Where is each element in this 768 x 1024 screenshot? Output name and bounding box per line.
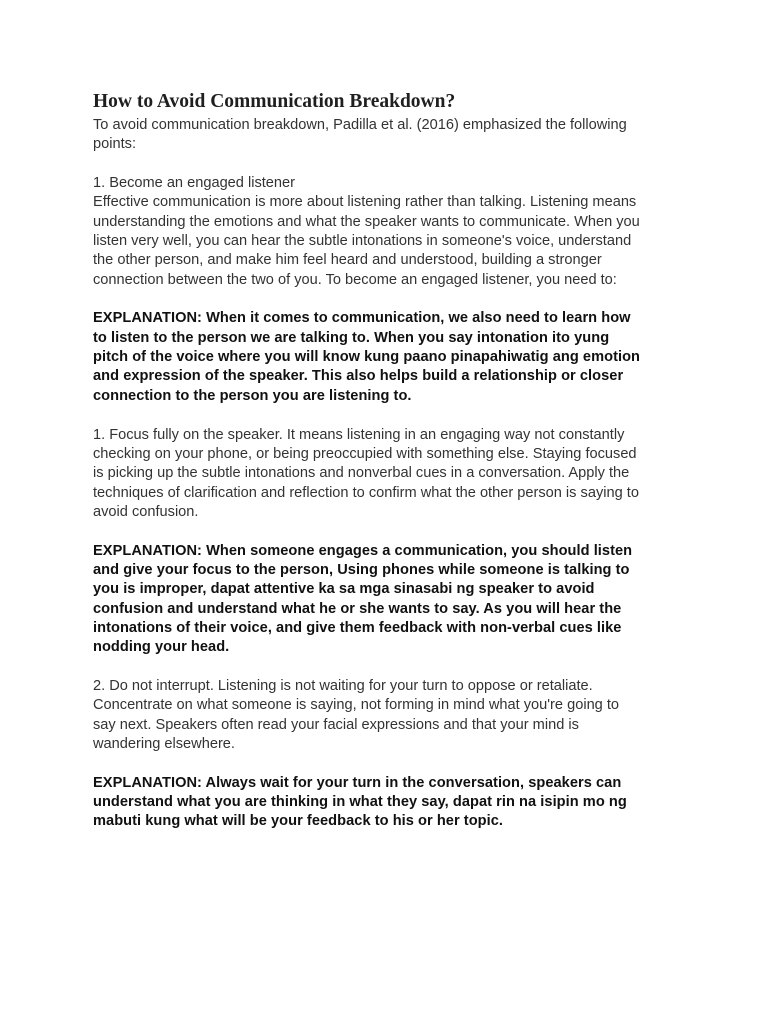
text-line: connection to the person you are listening to. xyxy=(93,387,412,404)
text-line: 1. Focus fully on the speaker. It means listening in an engaging way not constantly xyxy=(93,426,625,443)
text-line: EXPLANATION: Always wait for your turn in the conversation, speakers can xyxy=(93,774,622,791)
text-line: listen very well, you can hear the subtle intonations in someone's voice, understand xyxy=(93,233,632,250)
text-line: to listen to the person we are talking to. When you say intonation ito yung xyxy=(93,329,610,346)
text-line: wandering elsewhere. xyxy=(93,736,235,752)
intro-paragraph xyxy=(93,116,683,155)
text-line: checking on your phone, or being preoccupied with something else. Staying focused xyxy=(93,445,637,462)
text-line: Effective communication is more about listening rather than talking. Listening means xyxy=(93,194,637,211)
paragraph-gap xyxy=(93,155,683,174)
text-line: understand what you are thinking in what they say, dapat rin na isipin mo ng xyxy=(93,794,627,811)
text-line: and give your focus to the person, Using phones while someone is talking to xyxy=(93,561,630,578)
text-line: say next. Speakers often read your facial expressions and that your mind is xyxy=(93,716,579,733)
text-line: the other person, and make him feel heard and understood, building a stronger xyxy=(93,252,602,269)
section1-paragraph xyxy=(93,174,683,290)
text-line: pitch of the voice where you will know kung paano pinapahiwatig ang emotion xyxy=(93,349,641,366)
explanation-paragraph-1 xyxy=(93,309,683,406)
text-line: EXPLANATION: When someone engages a communication, you should listen xyxy=(93,542,633,559)
text-line: understanding the emotions and what the speaker wants to communicate. When you xyxy=(93,213,640,230)
text-line: points: xyxy=(93,136,136,153)
text-line: and expression of the speaker. This also helps build a relationship or closer xyxy=(93,368,624,385)
paragraph-gap xyxy=(93,406,683,425)
text-line: mabuti kung what will be your feedback to his or her topic. xyxy=(93,813,504,830)
text-line: To avoid communication breakdown, Padilla et al. (2016) emphasized the following xyxy=(93,117,627,133)
text-line: you is improper, dapat attentive ka sa mga sinasabi ng speaker to avoid xyxy=(93,581,595,598)
text-line: is picking up the subtle intonations and nonverbal cues in a conversation. Apply the xyxy=(93,465,630,482)
text-line: avoid confusion. xyxy=(93,503,199,520)
document-page xyxy=(93,88,683,832)
explanation-paragraph-3 xyxy=(93,774,683,832)
text-line: nodding your head. xyxy=(93,639,230,656)
text-line: Concentrate on what someone is saying, not forming in mind what you're going to xyxy=(93,697,620,714)
text-line: intonations of their voice, and give them feedback with non-verbal cues like xyxy=(93,619,622,636)
text-line: techniques of clarification and reflection to confirm what the other person is saying to xyxy=(93,484,639,501)
text-line: EXPLANATION: When it comes to communication, we also need to learn how xyxy=(93,310,631,327)
point1-paragraph xyxy=(93,426,683,523)
paragraph-gap xyxy=(93,290,683,309)
paragraph-gap xyxy=(93,658,683,677)
explanation-paragraph-2 xyxy=(93,542,683,658)
text-line: confusion and understand what he or she wants to say. As you will hear the xyxy=(93,600,622,617)
text-line: connection between the two of you. To become an engaged listener, you need to: xyxy=(93,271,617,288)
point2-paragraph xyxy=(93,677,683,754)
document-title: How to Avoid Communication Breakdown? xyxy=(93,91,456,112)
paragraph-gap xyxy=(93,754,683,773)
text-line: 2. Do not interrupt. Listening is not waiting for your turn to oppose or retaliate. xyxy=(93,677,593,694)
paragraph-gap xyxy=(93,522,683,541)
section1-heading: 1. Become an engaged listener xyxy=(93,175,296,192)
